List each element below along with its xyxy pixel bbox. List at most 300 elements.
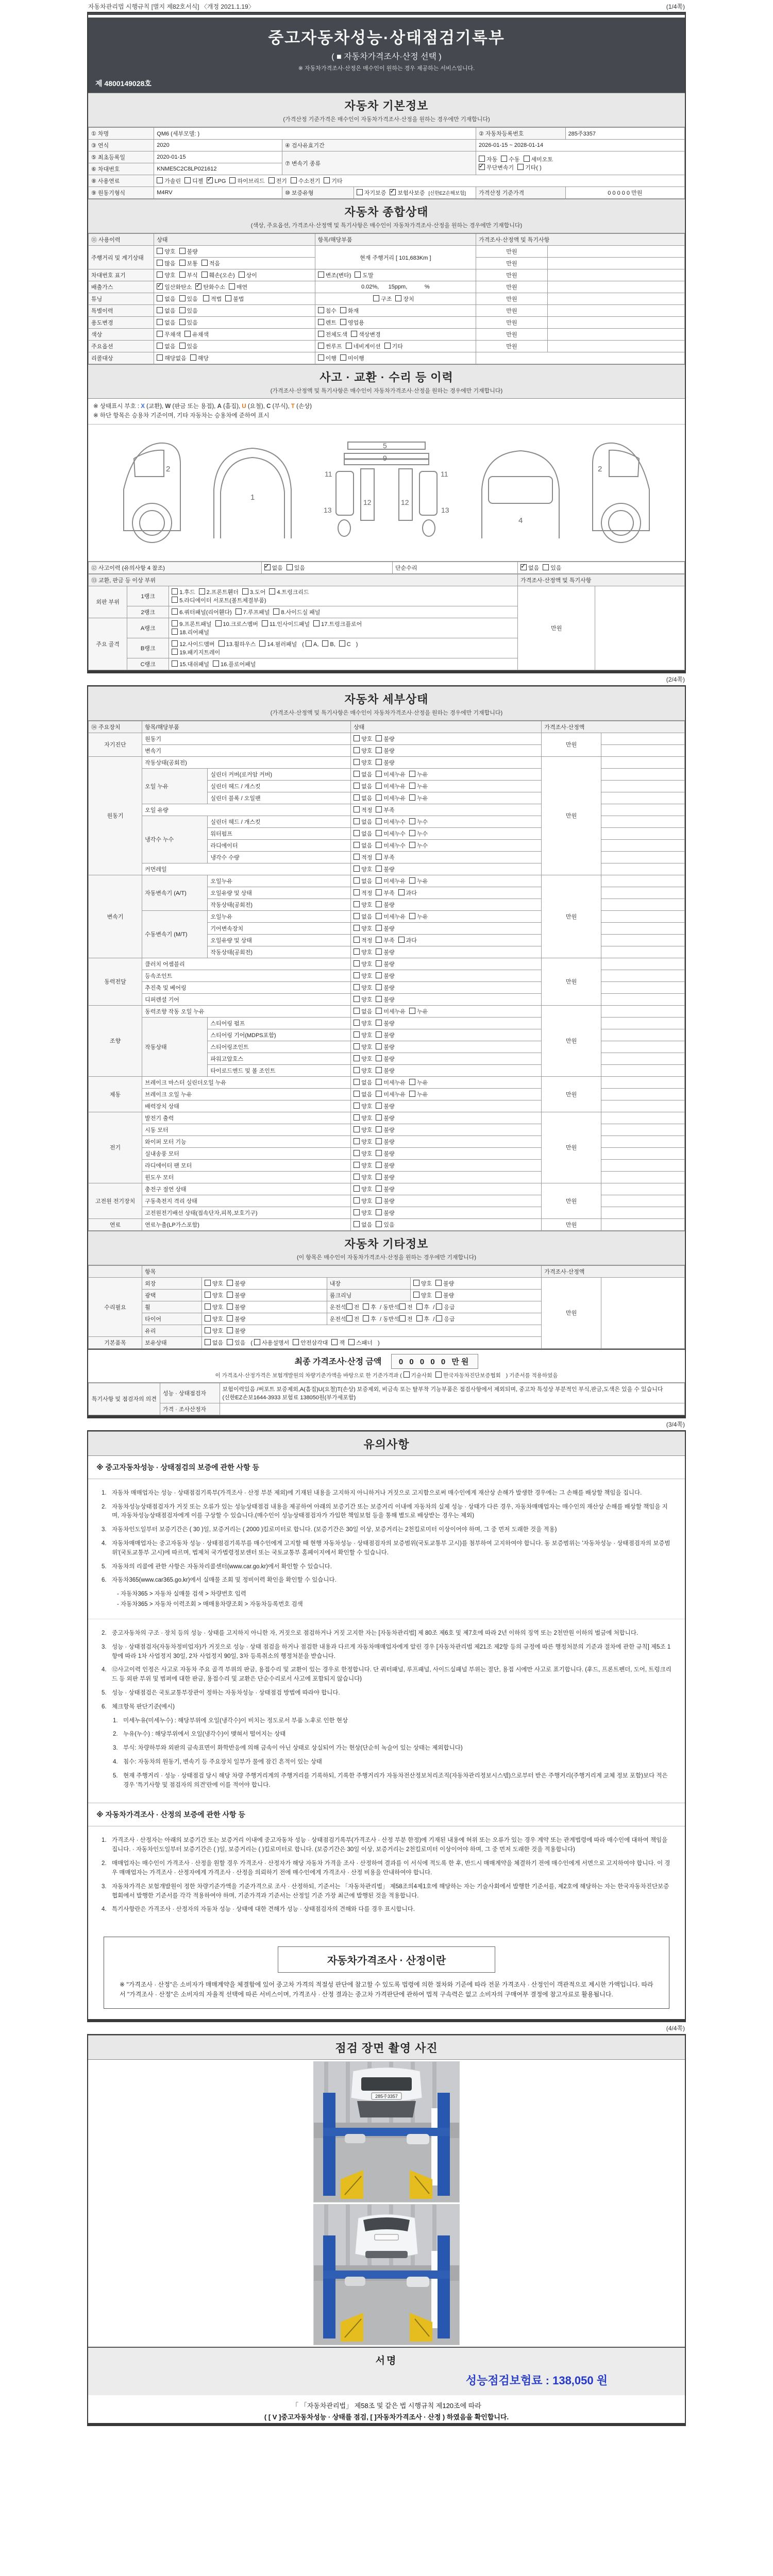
checkbox[interactable] xyxy=(399,1303,406,1310)
checkbox[interactable] xyxy=(318,354,324,361)
checkbox[interactable] xyxy=(348,1339,355,1345)
checkbox[interactable] xyxy=(376,901,382,907)
checkbox[interactable] xyxy=(157,307,163,313)
checkbox[interactable] xyxy=(254,1339,260,1345)
diagram-shape xyxy=(601,503,641,543)
table-row xyxy=(89,128,685,140)
diagram-shape xyxy=(593,443,649,531)
checkbox[interactable] xyxy=(203,295,209,301)
checkbox[interactable] xyxy=(227,1303,233,1310)
checkbox[interactable] xyxy=(436,1315,442,1321)
checkbox[interactable] xyxy=(179,319,186,325)
checkbox[interactable] xyxy=(239,272,245,278)
photos-header xyxy=(88,2035,685,2060)
notice-text: 자동차365(www.car365.go.kr)에서 실매물 조회 및 정비이력 확인을 확인할 수 있습니다. xyxy=(112,1577,337,1584)
checkbox[interactable] xyxy=(413,1292,419,1298)
checkbox-label: 세미오토 xyxy=(531,156,553,163)
checkbox[interactable] xyxy=(409,877,415,884)
checkbox[interactable] xyxy=(205,1339,211,1345)
checkbox[interactable] xyxy=(172,629,178,635)
checkbox[interactable] xyxy=(318,343,324,349)
checkbox[interactable] xyxy=(376,759,382,765)
checkbox[interactable] xyxy=(190,354,196,361)
checkbox-checked[interactable] xyxy=(264,564,271,570)
text: 주행거리 및 계기상태 xyxy=(91,255,144,261)
checkbox[interactable] xyxy=(157,343,163,349)
checkbox[interactable] xyxy=(236,608,242,615)
checkbox-option xyxy=(205,1291,223,1299)
checkbox[interactable] xyxy=(398,889,405,895)
checkbox[interactable] xyxy=(354,1103,360,1109)
checkbox[interactable] xyxy=(205,1315,211,1321)
checkbox[interactable] xyxy=(409,783,415,789)
checkbox[interactable] xyxy=(354,783,360,789)
value-cell xyxy=(351,958,542,970)
checkbox[interactable] xyxy=(376,854,382,860)
checkbox[interactable] xyxy=(517,164,524,170)
checkbox[interactable] xyxy=(293,1339,299,1345)
checkbox[interactable] xyxy=(354,1162,360,1168)
accident-history-table xyxy=(88,562,685,574)
checkbox[interactable] xyxy=(376,1162,382,1168)
checkbox[interactable] xyxy=(172,649,178,655)
checkbox[interactable] xyxy=(376,1031,382,1038)
notice-number: 3. xyxy=(102,1883,107,1890)
checkbox[interactable] xyxy=(172,588,178,595)
checkbox[interactable] xyxy=(376,1043,382,1049)
value-cell xyxy=(315,341,476,352)
checkbox-label: 하이브리드 xyxy=(237,178,265,184)
checkbox[interactable] xyxy=(157,331,163,337)
checkbox[interactable] xyxy=(354,1020,360,1026)
checkbox-option xyxy=(157,283,192,291)
text: ※ 상태표시 부호 : xyxy=(93,403,141,410)
price-cell xyxy=(476,341,548,352)
text: 내장 xyxy=(329,1280,341,1287)
checkbox[interactable] xyxy=(354,818,360,824)
checkbox-checked[interactable] xyxy=(157,283,163,290)
checkbox[interactable] xyxy=(351,331,357,337)
checkbox[interactable] xyxy=(376,1067,382,1073)
checkbox[interactable] xyxy=(205,1303,211,1310)
checkbox[interactable] xyxy=(376,771,382,777)
table-row xyxy=(89,875,685,887)
row-label xyxy=(89,1218,142,1230)
checkbox[interactable] xyxy=(354,877,360,884)
checkbox[interactable] xyxy=(376,1008,382,1014)
checkbox[interactable] xyxy=(354,960,360,967)
checkbox[interactable] xyxy=(354,948,360,955)
photo-shape xyxy=(346,2062,350,2123)
checkbox-checked[interactable] xyxy=(195,283,201,290)
checkbox[interactable] xyxy=(376,984,382,990)
checkbox[interactable] xyxy=(354,1055,360,1061)
checkbox[interactable] xyxy=(205,1327,211,1333)
checkbox[interactable] xyxy=(291,177,297,183)
checkbox[interactable] xyxy=(376,1091,382,1097)
checkbox-checked[interactable] xyxy=(390,189,396,195)
checkbox-option xyxy=(390,189,425,197)
checkbox[interactable] xyxy=(229,283,235,290)
notice-item xyxy=(102,1563,671,1572)
checkbox[interactable] xyxy=(318,331,324,337)
checkbox[interactable] xyxy=(354,1197,360,1204)
checkbox[interactable] xyxy=(354,1221,360,1227)
checkbox[interactable] xyxy=(199,588,205,595)
checkbox[interactable] xyxy=(354,1174,360,1180)
checkbox[interactable] xyxy=(376,996,382,1002)
checkbox[interactable] xyxy=(354,854,360,860)
checkbox[interactable] xyxy=(205,1280,211,1286)
checkbox[interactable] xyxy=(172,608,178,615)
checkbox-label: 양호 xyxy=(212,1304,224,1311)
checkbox[interactable] xyxy=(354,747,360,753)
checkbox[interactable] xyxy=(215,620,222,626)
checkbox-checked[interactable] xyxy=(207,177,213,183)
checkbox[interactable] xyxy=(398,937,405,943)
checkbox[interactable] xyxy=(213,660,219,667)
checkbox[interactable] xyxy=(376,1221,382,1227)
checkbox-option xyxy=(376,1138,394,1146)
checkbox[interactable] xyxy=(340,319,346,325)
checkbox[interactable] xyxy=(354,1138,360,1144)
checkbox[interactable] xyxy=(376,1020,382,1026)
price-cell xyxy=(476,329,548,341)
checkbox[interactable] xyxy=(479,156,485,162)
checkbox[interactable] xyxy=(376,783,382,789)
checkbox[interactable] xyxy=(354,1126,360,1132)
checkbox[interactable] xyxy=(354,794,360,801)
checkbox[interactable] xyxy=(179,295,186,301)
notice-item xyxy=(113,1772,671,1790)
checkbox[interactable] xyxy=(376,830,382,836)
checkbox[interactable] xyxy=(179,307,186,313)
confirmation-statement xyxy=(88,2395,685,2423)
photo-shape xyxy=(438,2235,450,2338)
row-label xyxy=(127,638,169,658)
checkbox[interactable] xyxy=(354,1008,360,1014)
checkbox[interactable] xyxy=(354,1091,360,1097)
table-row xyxy=(89,281,685,293)
checkbox[interactable] xyxy=(354,735,360,741)
checkbox-option xyxy=(409,877,428,885)
value-cell xyxy=(315,246,476,269)
checkbox[interactable] xyxy=(322,640,328,647)
text: 가격조사·산정액 및 특기사항 xyxy=(479,237,550,243)
checkbox[interactable] xyxy=(376,735,382,741)
notice-number: 6. xyxy=(102,1703,107,1710)
checkbox[interactable] xyxy=(229,177,236,183)
value-cell xyxy=(547,258,684,269)
checkbox[interactable] xyxy=(346,343,352,349)
checkbox[interactable] xyxy=(395,295,401,301)
checkbox[interactable] xyxy=(354,771,360,777)
checkbox[interactable] xyxy=(354,1031,360,1038)
checkbox[interactable] xyxy=(376,747,382,753)
checkbox[interactable] xyxy=(354,937,360,943)
checkbox[interactable] xyxy=(376,1055,382,1061)
row-label xyxy=(142,816,208,863)
value-cell xyxy=(208,1053,351,1064)
value-cell xyxy=(208,1041,351,1053)
checkbox[interactable] xyxy=(376,842,382,848)
notice-text: 자동차성능상태점검자가 거짓 또는 오류가 있는 성능상태점검 내용을 제공하여 아래의 보증기간 또는 보증거리 이내에 자동차의 실제 성능 · 상태가 다른 경우, 자동차매매업자는 매수인의 재산상 손해를 배상할 책임을 지며, 자동차성능상태점검자에게 이를 구상할 수 있습니다.(매수인이 성능상태점검자가 가입한 책임보험 등을 통해 별도로 배상받는 경우는 제외) xyxy=(112,1503,668,1519)
checkbox[interactable] xyxy=(339,640,345,647)
checkbox[interactable] xyxy=(355,272,361,278)
comprehensive-state-table xyxy=(88,233,685,364)
checkbox[interactable] xyxy=(354,1185,360,1192)
price-cell xyxy=(542,1183,601,1218)
inspection-photo-rear xyxy=(313,2204,460,2345)
value-cell xyxy=(154,305,315,317)
text: ⑤ 최초등록일 xyxy=(91,155,126,161)
checkbox[interactable] xyxy=(435,1280,442,1286)
checkbox[interactable] xyxy=(409,1091,415,1097)
checkbox[interactable] xyxy=(242,588,248,595)
checkbox[interactable] xyxy=(354,866,360,872)
checkbox[interactable] xyxy=(227,1339,233,1345)
checkbox[interactable] xyxy=(340,307,346,313)
checkbox[interactable] xyxy=(313,620,320,626)
checkbox-option xyxy=(318,330,348,338)
checkbox[interactable] xyxy=(435,1371,442,1378)
text: 만원 xyxy=(566,1091,577,1098)
row-label xyxy=(89,1383,160,1415)
checkbox[interactable] xyxy=(376,1209,382,1215)
value-cell xyxy=(142,1159,351,1171)
checkbox[interactable] xyxy=(346,1315,352,1321)
checkbox-option xyxy=(340,354,364,362)
checkbox[interactable] xyxy=(318,319,324,325)
checkbox[interactable] xyxy=(157,272,163,278)
checkbox[interactable] xyxy=(227,1280,233,1286)
row-label xyxy=(89,958,142,1005)
checkbox[interactable] xyxy=(376,1103,382,1109)
checkbox[interactable] xyxy=(287,564,293,570)
checkbox[interactable] xyxy=(409,818,415,824)
checkbox[interactable] xyxy=(227,1292,233,1298)
text: C xyxy=(266,403,271,410)
checkbox[interactable] xyxy=(376,1185,382,1192)
checkbox-label: 기타 xyxy=(392,344,403,350)
checkbox[interactable] xyxy=(376,937,382,943)
checkbox[interactable] xyxy=(363,1315,369,1321)
checkbox[interactable] xyxy=(409,1008,415,1014)
checkbox[interactable] xyxy=(340,354,346,361)
checkbox[interactable] xyxy=(376,1114,382,1121)
checkbox-option xyxy=(409,1078,428,1087)
checkbox-label: 전 xyxy=(407,1304,413,1311)
checkbox[interactable] xyxy=(354,806,360,812)
checkbox[interactable] xyxy=(306,640,312,647)
text: 클러치 어셈블리 xyxy=(145,961,185,968)
checkbox[interactable] xyxy=(354,972,360,978)
checkbox[interactable] xyxy=(376,948,382,955)
checkbox[interactable] xyxy=(157,177,163,183)
checkbox[interactable] xyxy=(373,295,379,301)
checkbox[interactable] xyxy=(259,640,265,647)
row-label xyxy=(142,910,208,958)
diagram-number: 5 xyxy=(383,441,387,450)
checkbox[interactable] xyxy=(543,564,549,570)
checkbox[interactable] xyxy=(354,1150,360,1156)
checkbox[interactable] xyxy=(376,925,382,931)
checkbox[interactable] xyxy=(157,354,163,361)
checkbox[interactable] xyxy=(179,343,186,349)
checkbox[interactable] xyxy=(318,307,324,313)
checkbox[interactable] xyxy=(399,1315,406,1321)
checkbox[interactable] xyxy=(354,842,360,848)
checkbox[interactable] xyxy=(225,295,231,301)
checkbox[interactable] xyxy=(376,1138,382,1144)
value-cell xyxy=(208,946,351,958)
checkbox-option xyxy=(354,758,372,767)
checkbox[interactable] xyxy=(409,1079,415,1085)
checkbox[interactable] xyxy=(184,331,191,337)
checkbox[interactable] xyxy=(331,1339,338,1345)
checkbox[interactable] xyxy=(268,177,275,183)
checkbox[interactable] xyxy=(354,830,360,836)
checkbox[interactable] xyxy=(205,1292,211,1298)
text: 변속기 xyxy=(145,748,162,754)
row-label xyxy=(89,140,154,151)
checkbox[interactable] xyxy=(172,640,178,647)
checkbox[interactable] xyxy=(409,913,415,919)
checkbox[interactable] xyxy=(376,960,382,967)
checkbox-option xyxy=(293,1338,328,1347)
checkbox[interactable] xyxy=(376,806,382,812)
text: 타이어 xyxy=(145,1316,162,1323)
checkbox[interactable] xyxy=(436,1303,442,1310)
inspector-opinion-table xyxy=(88,1383,685,1415)
checkbox[interactable] xyxy=(219,640,225,647)
checkbox[interactable] xyxy=(179,260,186,266)
checkbox-checked[interactable] xyxy=(479,164,485,170)
checkbox[interactable] xyxy=(376,877,382,884)
checkbox[interactable] xyxy=(172,597,178,603)
checkbox[interactable] xyxy=(262,620,268,626)
checkbox[interactable] xyxy=(354,1067,360,1073)
checkbox[interactable] xyxy=(354,913,360,919)
checkbox[interactable] xyxy=(354,925,360,931)
checkbox-label: 양호 xyxy=(361,985,373,991)
checkbox[interactable] xyxy=(376,1150,382,1156)
checkbox[interactable] xyxy=(357,189,363,195)
checkbox[interactable] xyxy=(376,1126,382,1132)
checkbox[interactable] xyxy=(413,1280,419,1286)
checkbox[interactable] xyxy=(179,248,186,254)
checkbox[interactable] xyxy=(524,156,530,162)
table-row xyxy=(89,269,685,281)
checkbox[interactable] xyxy=(404,1371,410,1378)
checkbox[interactable] xyxy=(157,248,163,254)
checkbox[interactable] xyxy=(269,588,275,595)
checkbox-label: 누유 xyxy=(416,795,428,802)
checkbox[interactable] xyxy=(318,272,324,278)
checkbox[interactable] xyxy=(409,771,415,777)
value-cell xyxy=(351,1041,542,1053)
checkbox[interactable] xyxy=(376,794,382,801)
checkbox[interactable] xyxy=(384,343,391,349)
notice-number: 4. xyxy=(102,1667,107,1673)
checkbox[interactable] xyxy=(184,177,191,183)
checkbox-option xyxy=(435,1371,501,1379)
text: 냉각수 수량 xyxy=(210,854,240,861)
checkbox[interactable] xyxy=(376,1079,382,1085)
checkbox[interactable] xyxy=(376,913,382,919)
checkbox-option xyxy=(399,1303,413,1311)
checkbox[interactable] xyxy=(157,295,163,301)
value-cell xyxy=(601,1277,684,1348)
checkbox[interactable] xyxy=(354,1114,360,1121)
checkbox[interactable] xyxy=(346,1303,352,1310)
checkbox[interactable] xyxy=(363,1303,369,1310)
value-cell xyxy=(601,958,684,970)
row-label xyxy=(142,875,208,910)
checkbox[interactable] xyxy=(354,759,360,765)
checkbox-checked[interactable] xyxy=(520,564,527,570)
checkbox[interactable] xyxy=(201,272,208,278)
checkbox[interactable] xyxy=(354,889,360,895)
checkbox[interactable] xyxy=(409,794,415,801)
form-regulation-ref: 자동차관리법 시행규칙 [별지 제82호서식] 〈개정 2021.1.19〉 xyxy=(88,3,255,10)
value-cell xyxy=(547,317,684,329)
table-row xyxy=(89,1076,685,1088)
checkbox-label: 불량 xyxy=(383,1174,395,1181)
checkbox[interactable] xyxy=(376,972,382,978)
checkbox[interactable] xyxy=(409,842,415,848)
checkbox[interactable] xyxy=(354,984,360,990)
checkbox[interactable] xyxy=(376,1174,382,1180)
checkbox[interactable] xyxy=(416,1303,423,1310)
checkbox[interactable] xyxy=(354,1079,360,1085)
text: C랭크 xyxy=(140,661,156,668)
checkbox[interactable] xyxy=(354,1209,360,1215)
checkbox[interactable] xyxy=(354,996,360,1002)
text: 만원 xyxy=(506,261,517,267)
value-cell xyxy=(201,1289,327,1301)
checkbox[interactable] xyxy=(501,156,507,162)
notice-text: 성능 · 상태점검자(자동차정비업자)가 거짓으로 성능 · 상태 점검을 하거나 점검한 내용과 다르게 자동차매매업자에게 알린 경우 [자동차관리법 제21조 제2항 등의 규정에 따른 행정처분의 기준과 절차에 관한 규칙] 제5조 1항에 따라 1차 사업정지 30일, 2차 사업정지 90일, 3차 등록취소의 행정처분을 받습니다. xyxy=(112,1643,671,1659)
checkbox[interactable] xyxy=(376,889,382,895)
checkbox[interactable] xyxy=(227,1315,233,1321)
checkbox[interactable] xyxy=(354,901,360,907)
checkbox-option xyxy=(172,620,211,628)
checkbox-option xyxy=(395,295,414,303)
checkbox[interactable] xyxy=(179,272,186,278)
checkbox[interactable] xyxy=(354,1043,360,1049)
checkbox[interactable] xyxy=(201,260,208,266)
value-cell xyxy=(351,1195,542,1207)
checkbox[interactable] xyxy=(376,866,382,872)
checkbox[interactable] xyxy=(157,260,163,266)
checkbox[interactable] xyxy=(157,319,163,325)
checkbox[interactable] xyxy=(376,1197,382,1204)
checkbox[interactable] xyxy=(416,1315,423,1321)
checkbox[interactable] xyxy=(324,177,330,183)
checkbox[interactable] xyxy=(273,608,279,615)
checkbox[interactable] xyxy=(227,1327,233,1333)
checkbox[interactable] xyxy=(172,660,178,667)
checkbox[interactable] xyxy=(409,830,415,836)
value-cell xyxy=(154,317,315,329)
checkbox[interactable] xyxy=(172,620,178,626)
checkbox[interactable] xyxy=(376,818,382,824)
value-cell xyxy=(351,756,542,768)
notice-item xyxy=(113,1730,671,1739)
checkbox-option xyxy=(376,1102,394,1110)
checkbox[interactable] xyxy=(435,1292,442,1298)
